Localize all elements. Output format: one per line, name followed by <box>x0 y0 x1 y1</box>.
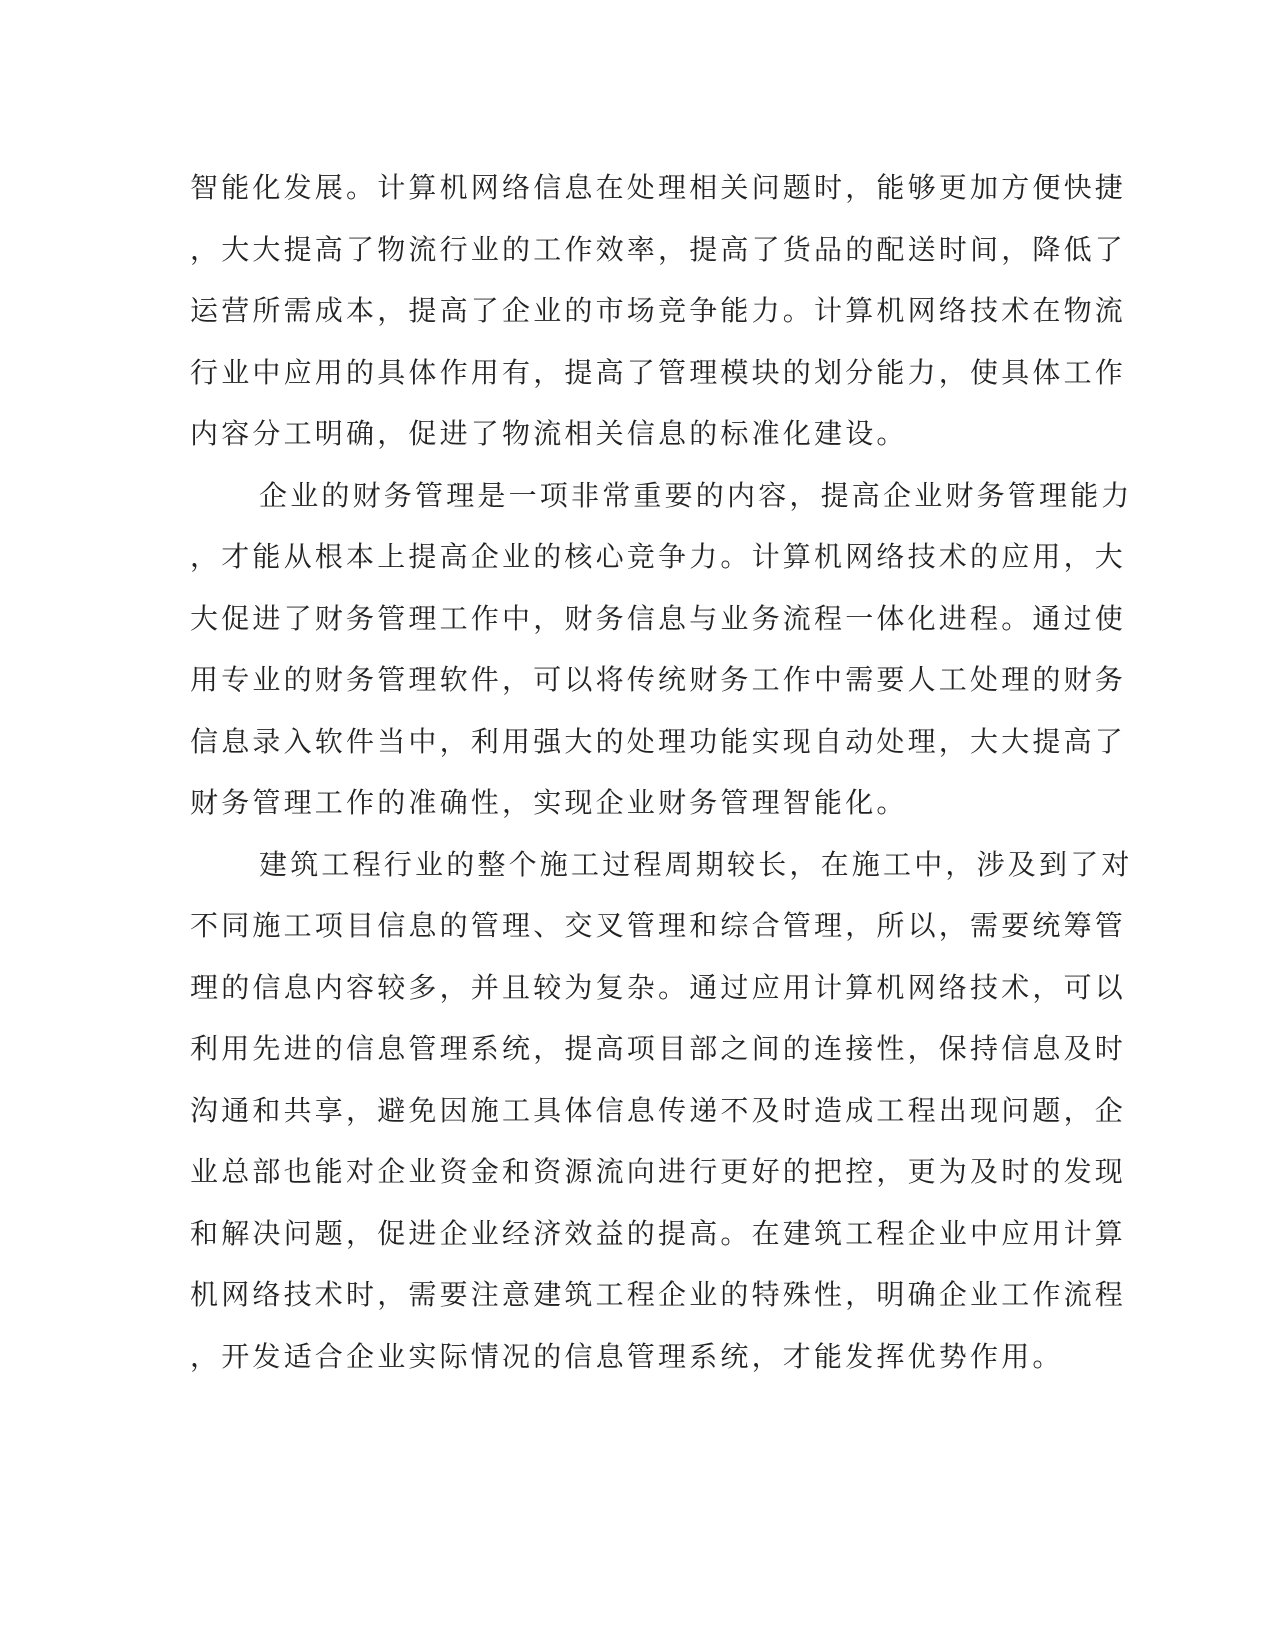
paragraph-line: 运营所需成本，提高了企业的市场竞争能力。计算机网络技术在物流 <box>190 294 1127 327</box>
paragraph-line: 不同施工项目信息的管理、交叉管理和综合管理，所以，需要统筹管 <box>190 909 1127 942</box>
paragraph-line: ，才能从根本上提高企业的核心竞争力。计算机网络技术的应用，大 <box>190 540 1127 573</box>
paragraph-line: ，开发适合企业实际情况的信息管理系统，才能发挥优势作用。 <box>190 1339 1064 1373</box>
paragraph-line: 信息录入软件当中，利用强大的处理功能实现自动处理，大大提高了 <box>190 724 1127 758</box>
paragraph-line: 业总部也能对企业资金和资源流向进行更好的把控，更为及时的发现 <box>190 1155 1127 1188</box>
paragraph-line: 企业的财务管理是一项非常重要的内容，提高企业财务管理能力 <box>259 478 1133 512</box>
paragraph-line: 理的信息内容较多，并且较为复杂。通过应用计算机网络技术，可以 <box>190 970 1127 1004</box>
paragraph-line: 财务管理工作的准确性，实现企业财务管理智能化。 <box>190 786 908 819</box>
paragraph-line: 行业中应用的具体作用有，提高了管理模块的划分能力，使具体工作 <box>190 355 1127 389</box>
paragraph-line: 机网络技术时，需要注意建筑工程企业的特殊性，明确企业工作流程 <box>190 1278 1127 1311</box>
paragraph-line: ，大大提高了物流行业的工作效率，提高了货品的配送时间，降低了 <box>190 232 1127 266</box>
paragraph-line: 利用先进的信息管理系统，提高项目部之间的连接性，保持信息及时 <box>190 1032 1127 1065</box>
paragraph-line: 用专业的财务管理软件，可以将传统财务工作中需要人工处理的财务 <box>190 663 1127 696</box>
paragraph-line: 内容分工明确，促进了物流相关信息的标准化建设。 <box>190 417 908 450</box>
paragraph-1 <box>190 157 1127 465</box>
paragraph-line: 智能化发展。计算机网络信息在处理相关问题时，能够更加方便快捷 <box>190 171 1127 204</box>
paragraph-3 <box>190 834 1133 1388</box>
paragraph-2 <box>190 465 1133 834</box>
paragraph-line: 和解决问题，促进企业经济效益的提高。在建筑工程企业中应用计算 <box>190 1216 1127 1250</box>
paragraph-line: 大促进了财务管理工作中，财务信息与业务流程一体化进程。通过使 <box>190 601 1127 635</box>
paragraph-line: 沟通和共享，避免因施工具体信息传递不及时造成工程出现问题，企 <box>190 1093 1127 1127</box>
body-text <box>190 157 1133 1387</box>
paragraph-line: 建筑工程行业的整个施工过程周期较长，在施工中，涉及到了对 <box>259 847 1133 881</box>
